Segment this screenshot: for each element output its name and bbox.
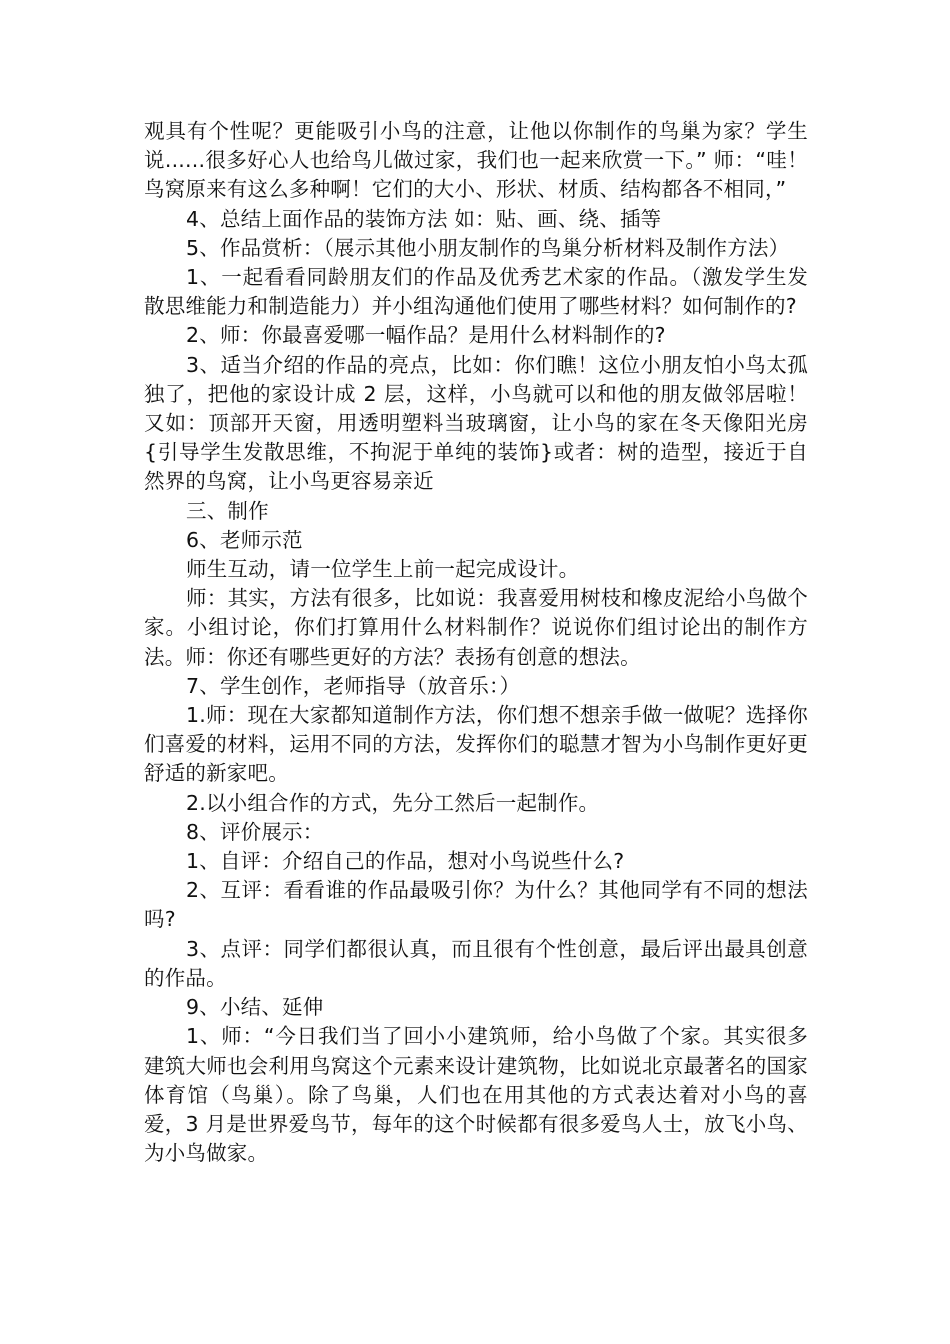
paragraph-teacher-comment: 3、点评：同学们都很认真，而且很有个性创意，最后评出最具创意的作品。 <box>144 936 808 990</box>
paragraph-teacher-demo: 6、老师示范 <box>186 527 303 552</box>
paragraph-conclusion: 1、师：“今日我们当了回小小建筑师，给小鸟做了个家。其实很多建筑大师也会利用鸟窝这个元素来设计建筑物，比如说北京最著名的国家体育馆（鸟巢）。除了鸟巢，人们也在用其他的方式表达着对小鸟的喜爱，3 月是世界爱鸟节，每年的这个时候都有很多爱鸟人士，放飞小鸟、为小鸟做家。 <box>144 1024 808 1166</box>
paragraph-peer-works: 1、一起看看同龄朋友们的作品及优秀艺术家的作品。（激发学生发散思维能力和制造能力）并小组沟通他们使用了哪些材料？如何制作的? <box>144 265 808 319</box>
paragraph-interaction: 师生互动，请一位学生上前一起完成设计。 <box>186 557 580 582</box>
paragraph-highlights: 3、适当介绍的作品的亮点，比如：你们瞧！这位小朋友怕小鸟太孤独了，把他的家设计成 2 层，这样，小鸟就可以和他的朋友做邻居啦！又如：顶部开天窗，用透明塑料当玻璃窗，让小鸟的家在冬天像阳光房 {引导学生发散思维，不拘泥于单纯的装饰}或者：树的造型，接近于自然界的鸟窝，让小鸟更容易亲近 <box>144 352 808 494</box>
paragraph-summary-decoration: 4、总结上面作品的装饰方法 如：贴、画、绕、插等 <box>186 206 662 231</box>
paragraph-student-creation: 7、学生创作，老师指导（放音乐：） <box>186 673 521 698</box>
paragraph-summary-extension: 9、小结、延伸 <box>186 995 324 1020</box>
paragraph-work-appreciation: 5、作品赏析：（展示其他小朋友制作的鸟巢分析材料及制作方法） <box>186 235 790 260</box>
paragraph-methods: 师：其实，方法有很多，比如说：我喜爱用树枝和橡皮泥给小鸟做个家。小组讨论，你们打算用什么材料制作？说说你们组讨论出的制作方法。师：你还有哪些更好的方法？表扬有创意的想法。 <box>144 586 808 669</box>
paragraph-peer-evaluation: 2、互评：看看谁的作品最吸引你？为什么？其他同学有不同的想法吗? <box>144 878 808 932</box>
paragraph-group-work: 2.以小组合作的方式，先分工然后一起制作。 <box>186 790 600 815</box>
paragraph-evaluation: 8、评价展示： <box>186 819 324 844</box>
section-heading-making: 三、制作 <box>186 498 269 523</box>
paragraph-favorite-work: 2、师：你最喜爱哪一幅作品？是用什么材料制作的? <box>186 323 666 348</box>
paragraph-hands-on: 1.师：现在大家都知道制作方法，你们想不想亲手做一做呢？选择你们喜爱的材料，运用不同的方法，发挥你们的聪慧才智为小鸟制作更好更舒适的新家吧。 <box>144 703 808 786</box>
paragraph-self-evaluation: 1、自评：介绍自己的作品，想对小鸟说些什么? <box>186 849 625 874</box>
document-body <box>144 117 808 1168</box>
paragraph-intro-continuation: 观具有个性呢？更能吸引小鸟的注意，让他以你制作的鸟巢为家？学生说......很多好心人也给鸟儿做过家，我们也一起来欣赏一下。” 师：“哇！鸟窝原来有这么多种啊！它们的大小、形状、材质、结构都各不相同，” <box>144 119 808 202</box>
